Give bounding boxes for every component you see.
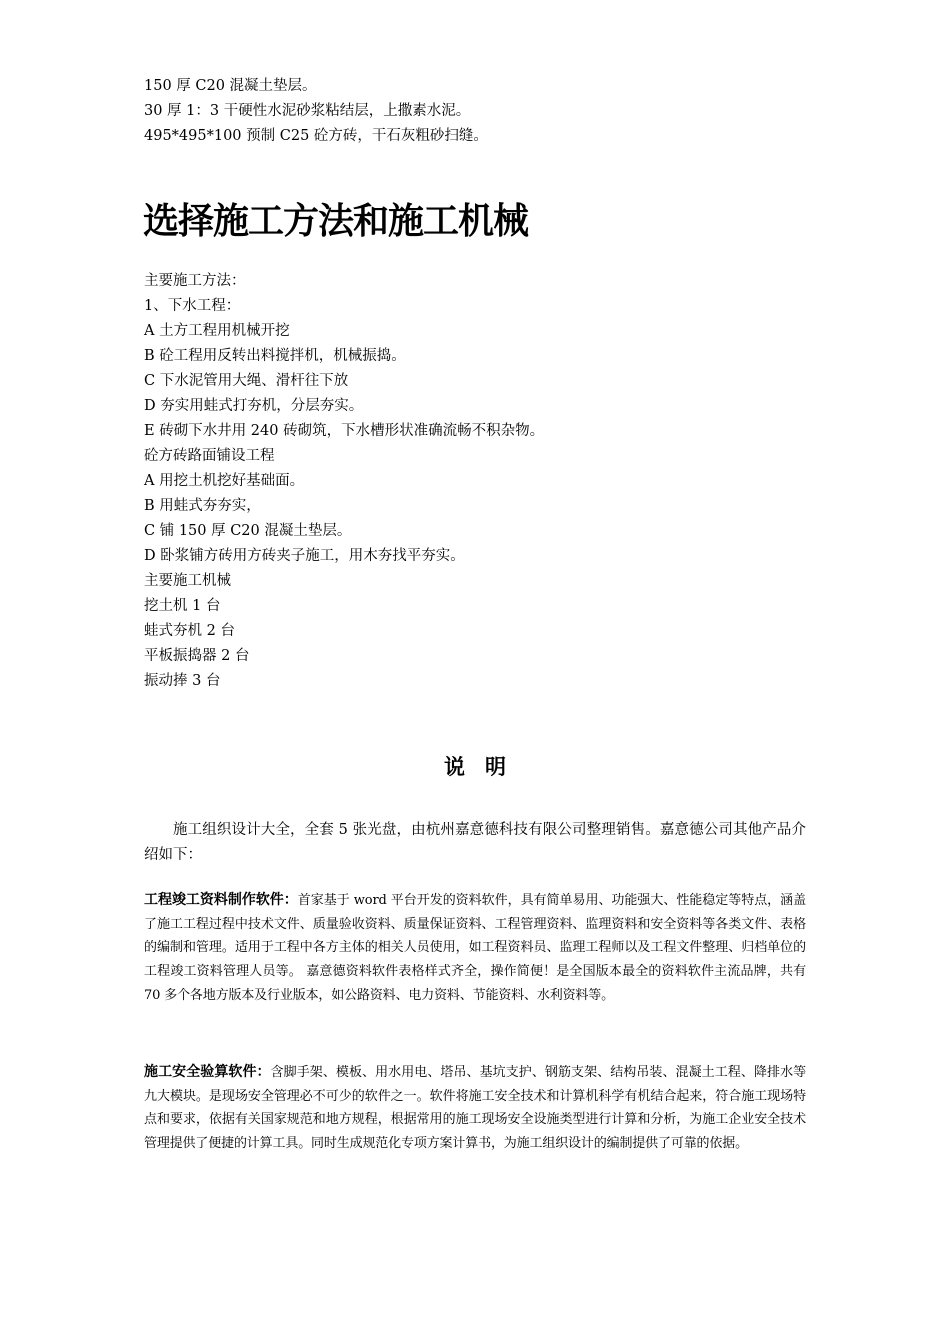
method-line: 主要施工机械 [144, 573, 231, 589]
product-description: 首家基于 word 平台开发的资料软件，具有简单易用、功能强大、性能稳定等特点，涵盖了施工工程过程中技术文件、质量验收资料、质量保证资料、工程管理资料、监理资料和安全资料等各类文件、表格的编制和管理。适用于工程中各方主体的相关人员使用，如工程资料员、监理工程师以及工程文件整理、归档单位的工程竣工资料管理人员等。 嘉意德资料软件表格样式齐全，操作简便！是全国版本最全的资料软件主流品牌，共有 70 多个各地方版本及行业版本，如公路资料、电力资料、节能资料、水利资料等。 [144, 893, 806, 1003]
method-line: 挖土机 1 台 [144, 598, 221, 614]
notes-intro-paragraph: 施工组织设计大全，全套 5 张光盘，由杭州嘉意德科技有限公司整理销售。嘉意德公司其他产品介绍如下： [144, 822, 806, 863]
methods-section [144, 269, 824, 694]
section-heading: 选择施工方法和施工机械 [143, 201, 529, 242]
intro-line: 150 厚 C20 混凝土垫层。 [144, 78, 317, 94]
method-line: B 砼工程用反转出料搅拌机，机械振捣。 [144, 348, 406, 364]
method-line: 砼方砖路面铺设工程 [144, 448, 275, 464]
method-line: 平板振捣器 2 台 [144, 648, 250, 664]
method-line: E 砖砌下水井用 240 砖砌筑，下水槽形状准确流畅不积杂物。 [144, 423, 545, 439]
method-line: 主要施工方法： [144, 273, 246, 289]
method-line: B 用蛙式夯夯实， [144, 498, 261, 514]
product-description: 含脚手架、模板、用水用电、塔吊、基坑支护、钢筋支架、结构吊装、混凝土工程、降排水等九大模块。是现场安全管理必不可少的软件之一。软件将施工安全技术和计算机科学有机结合起来，符合施工现场特点和要求，依据有关国家规范和地方规程，根据常用的施工现场安全设施类型进行计算和分析，为施工企业安全技术管理提供了便捷的计算工具。同时生成规范化专项方案计算书，为施工组织设计的编制提供了可靠的依据。 [144, 1065, 806, 1152]
product-name: 施工安全验算软件： [144, 1064, 271, 1080]
method-line: 蛙式夯机 2 台 [144, 623, 235, 639]
method-line: D 卧浆铺方砖用方砖夹子施工，用木夯找平夯实。 [144, 548, 465, 564]
method-line: D 夯实用蛙式打夯机，分层夯实。 [144, 398, 364, 414]
product-paragraph-docs [144, 889, 806, 1008]
intro-line: 30 厚 1：3 干硬性水泥砂浆粘结层，上撒素水泥。 [144, 103, 471, 119]
method-line: A 用挖土机挖好基础面。 [144, 473, 305, 489]
method-line: 振动捧 3 台 [144, 673, 221, 689]
method-line: C 铺 150 厚 C20 混凝土垫层。 [144, 523, 352, 539]
method-line: 1、下水工程： [144, 298, 241, 314]
product-name: 工程竣工资料制作软件： [144, 892, 298, 908]
method-line: C 下水泥管用大绳、滑杆往下放 [144, 373, 349, 389]
product-paragraph-safety [144, 1061, 806, 1156]
method-line: A 土方工程用机械开挖 [144, 323, 290, 339]
notes-title: 说明 [444, 754, 526, 779]
intro-line: 495*495*100 预制 C25 砼方砖，干石灰粗砂扫缝。 [144, 128, 488, 144]
intro-section [144, 74, 824, 149]
